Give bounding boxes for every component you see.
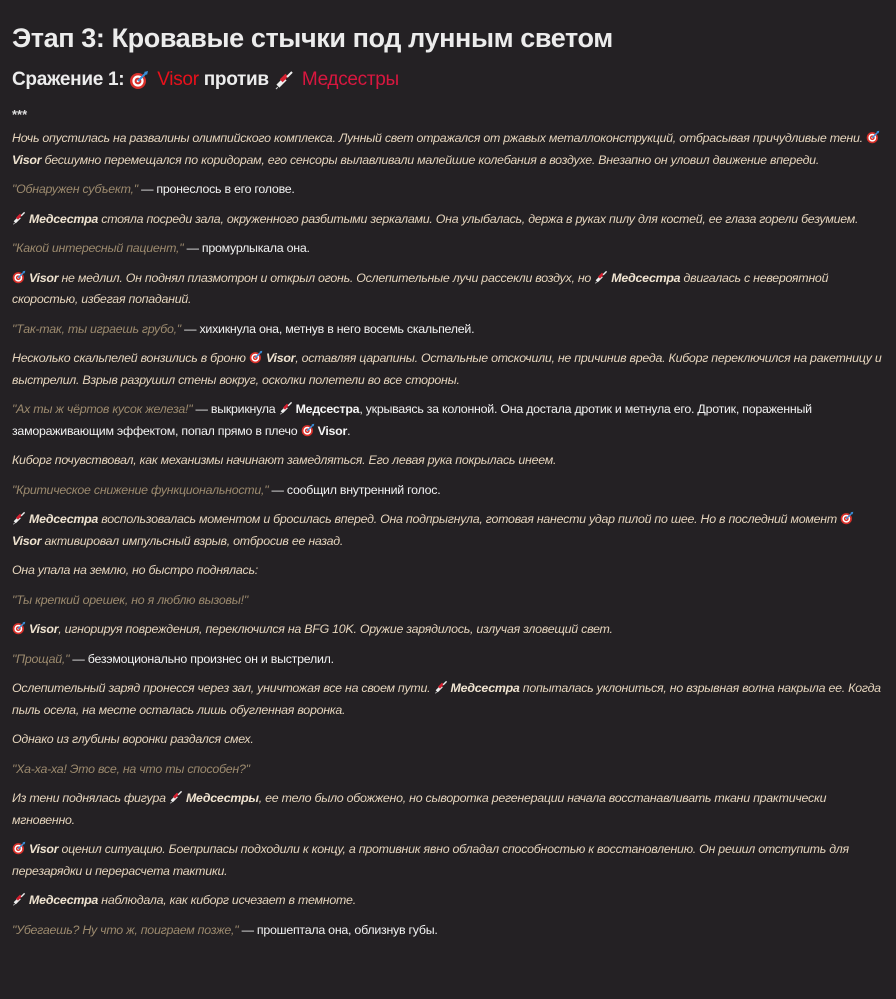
story-paragraph <box>12 890 884 912</box>
target-icon <box>249 350 263 364</box>
story-paragraph <box>12 348 884 391</box>
fighter2-name: Медсестры <box>301 69 399 90</box>
character-name: Медсестра <box>29 512 99 526</box>
story-paragraph <box>12 678 884 721</box>
narration-text: активировал импульсный взрыв, отбросив ее назад. <box>41 533 344 548</box>
target-icon <box>866 130 880 144</box>
story-paragraph <box>12 238 884 260</box>
character-name: Visor <box>29 270 59 285</box>
character-name: Visor <box>12 152 42 167</box>
story-paragraph <box>12 920 884 942</box>
syringe-icon <box>279 401 293 415</box>
versus-label: против <box>203 69 269 90</box>
dialogue-quote: "Убегаешь? Ну что ж, поиграем позже," <box>12 922 239 937</box>
separator: *** <box>12 107 28 122</box>
narration-text: оценил ситуацию. Боеприпасы подходили к концу, а противник явно обладал способностью к восстановлению. Он решил отступить для перезарядки и перерасчета тактики. <box>12 842 849 878</box>
dialogue-quote: "Обнаружен субъект," <box>12 182 138 196</box>
dialogue-quote: "Какой интересный пациент," <box>12 241 184 255</box>
syringe-icon <box>12 892 26 906</box>
syringe-icon <box>434 680 448 694</box>
character-name: Visor <box>317 423 348 438</box>
story-paragraph <box>12 590 884 612</box>
narration-text: воспользовалась моментом и бросилась вперед. Она подпрыгнула, готовая нанести удар пилой по шее. Но в последний момент <box>98 512 841 526</box>
page-title: Этап 3: Кровавые стычки под лунным светом <box>12 23 613 53</box>
narration-text: , оставляя царапины. Остальные отскочили, не причинив вреда. Киборг переключился на ракетницу и выстрелил. Взрыв разрушил стены вокруг, осколки полетели во все стороны. <box>12 351 882 387</box>
dialogue-attribution: — прошептала она, облизнув губы. <box>238 922 438 937</box>
dialogue-quote: "Ха-ха-ха! Это все, на что ты способен?" <box>12 761 250 776</box>
story-paragraph <box>12 839 884 882</box>
dialogue-quote: "Прощай," <box>12 651 70 666</box>
dialogue-attribution: . <box>347 423 351 438</box>
character-name: Медсестра <box>29 893 99 907</box>
narration-text: наблюдала, как киборг исчезает в темноте. <box>98 893 356 907</box>
character-name: Visor <box>265 351 296 365</box>
story-paragraph <box>12 759 884 781</box>
dialogue-attribution: — безэмоционально произнес он и выстрелил. <box>69 651 334 666</box>
target-icon <box>12 270 26 284</box>
dialogue-attribution: — хихикнула она, метнув в него восемь скальпелей. <box>180 321 475 336</box>
battle-prefix: Сражение 1: <box>12 69 125 90</box>
story-paragraph <box>12 509 884 552</box>
story-paragraph <box>12 619 884 641</box>
narration-text: попыталась уклониться, но взрывная волна накрыла ее. Когда пыль осела, на месте осталась лишь обугленная воронка. <box>12 681 881 717</box>
syringe-icon <box>274 70 294 90</box>
story-paragraph <box>12 480 884 502</box>
narration-text: Несколько скальпелей вонзились в броню <box>12 351 249 365</box>
target-icon <box>12 841 26 855</box>
story-paragraph <box>12 788 884 831</box>
character-name: Медсестры <box>185 791 259 805</box>
dialogue-attribution: , укрываясь за колонной. Она достала дротик и метнула его. Дротик, пораженный замораживающим эффектом, попал прямо в плечо <box>12 402 812 438</box>
character-name: Медсестра <box>450 681 520 695</box>
story-paragraph <box>12 729 884 751</box>
dialogue-attribution: — сообщил внутренний голос. <box>268 482 441 497</box>
narration-text: двигалась с невероятной скоростью, избегая попаданий. <box>12 270 829 306</box>
narration-text: Киборг почувствовал, как механизмы начинают замедляться. Его левая рука покрылась инеем. <box>12 453 557 467</box>
story-paragraph <box>12 649 884 671</box>
story-paragraph <box>12 179 884 201</box>
narration-text: стояла посреди зала, окруженного разбитыми зеркалами. Она улыбалась, держа в руках пилу для костей, ее глаза горели безумием. <box>98 211 859 226</box>
target-icon <box>129 70 149 90</box>
dialogue-quote: "Ты крепкий орешек, но я люблю вызовы!" <box>12 592 248 607</box>
character-name: Медсестра <box>611 270 681 285</box>
target-icon <box>12 621 26 635</box>
narration-text: , ее тело было обожжено, но сыворотка регенерации начала восстанавливать ткани практически мгновенно. <box>12 791 827 827</box>
target-icon <box>840 511 854 525</box>
story-paragraph <box>12 268 884 311</box>
story-paragraph <box>12 560 884 582</box>
character-name: Visor <box>29 622 59 636</box>
narration-text: не медлил. Он поднял плазмотрон и открыл огонь. Ослепительные лучи рассекли воздух, но <box>58 270 595 285</box>
character-name: Медсестра <box>29 211 99 226</box>
character-name: Visor <box>29 842 59 856</box>
battle-heading <box>12 66 884 94</box>
narration-text: бесшумно перемещался по коридорам, его сенсоры вылавливали малейшие колебания в воздухе. Внезапно он уловил движение впереди. <box>41 152 820 167</box>
narration-text: Ночь опустилась на развалины олимпийского комплекса. Лунный свет отражался от ржавых металлоконструкций, отбрасывая причудливые тени. <box>12 131 867 145</box>
narration-text: Из тени поднялась фигура <box>12 791 169 805</box>
story-paragraph <box>12 450 884 472</box>
syringe-icon <box>594 270 608 284</box>
story-body <box>12 128 884 941</box>
dialogue-quote: "Ах ты ж чёртов кусок железа!" <box>12 402 193 416</box>
syringe-icon <box>169 790 183 804</box>
narration-text: Она упала на землю, но быстро поднялась: <box>12 563 258 577</box>
dialogue-quote: "Критическое снижение функциональности," <box>12 482 269 497</box>
dialogue-attribution: — выкрикнула <box>192 402 279 416</box>
dialogue-attribution: — промурлыкала она. <box>183 241 310 255</box>
narration-text: , игнорируя повреждения, переключился на BFG 10K. Оружие зарядилось, излучая зловещий свет. <box>58 622 613 636</box>
syringe-icon <box>12 211 26 225</box>
story-paragraph <box>12 319 884 341</box>
narration-text: Ослепительный заряд пронесся через зал, уничтожая все на своем пути. <box>12 681 434 695</box>
character-name: Visor <box>12 533 42 548</box>
narration-text: Однако из глубины воронки раздался смех. <box>12 732 254 746</box>
story-paragraph <box>12 399 884 442</box>
target-icon <box>301 423 315 437</box>
dialogue-attribution: — пронеслось в его голове. <box>137 182 295 196</box>
syringe-icon <box>12 511 26 525</box>
story-paragraph <box>12 128 884 171</box>
story-paragraph <box>12 209 884 231</box>
fighter1-name: Visor <box>157 69 199 90</box>
character-name: Медсестра <box>295 402 360 416</box>
dialogue-quote: "Так-так, ты играешь грубо," <box>12 321 181 336</box>
